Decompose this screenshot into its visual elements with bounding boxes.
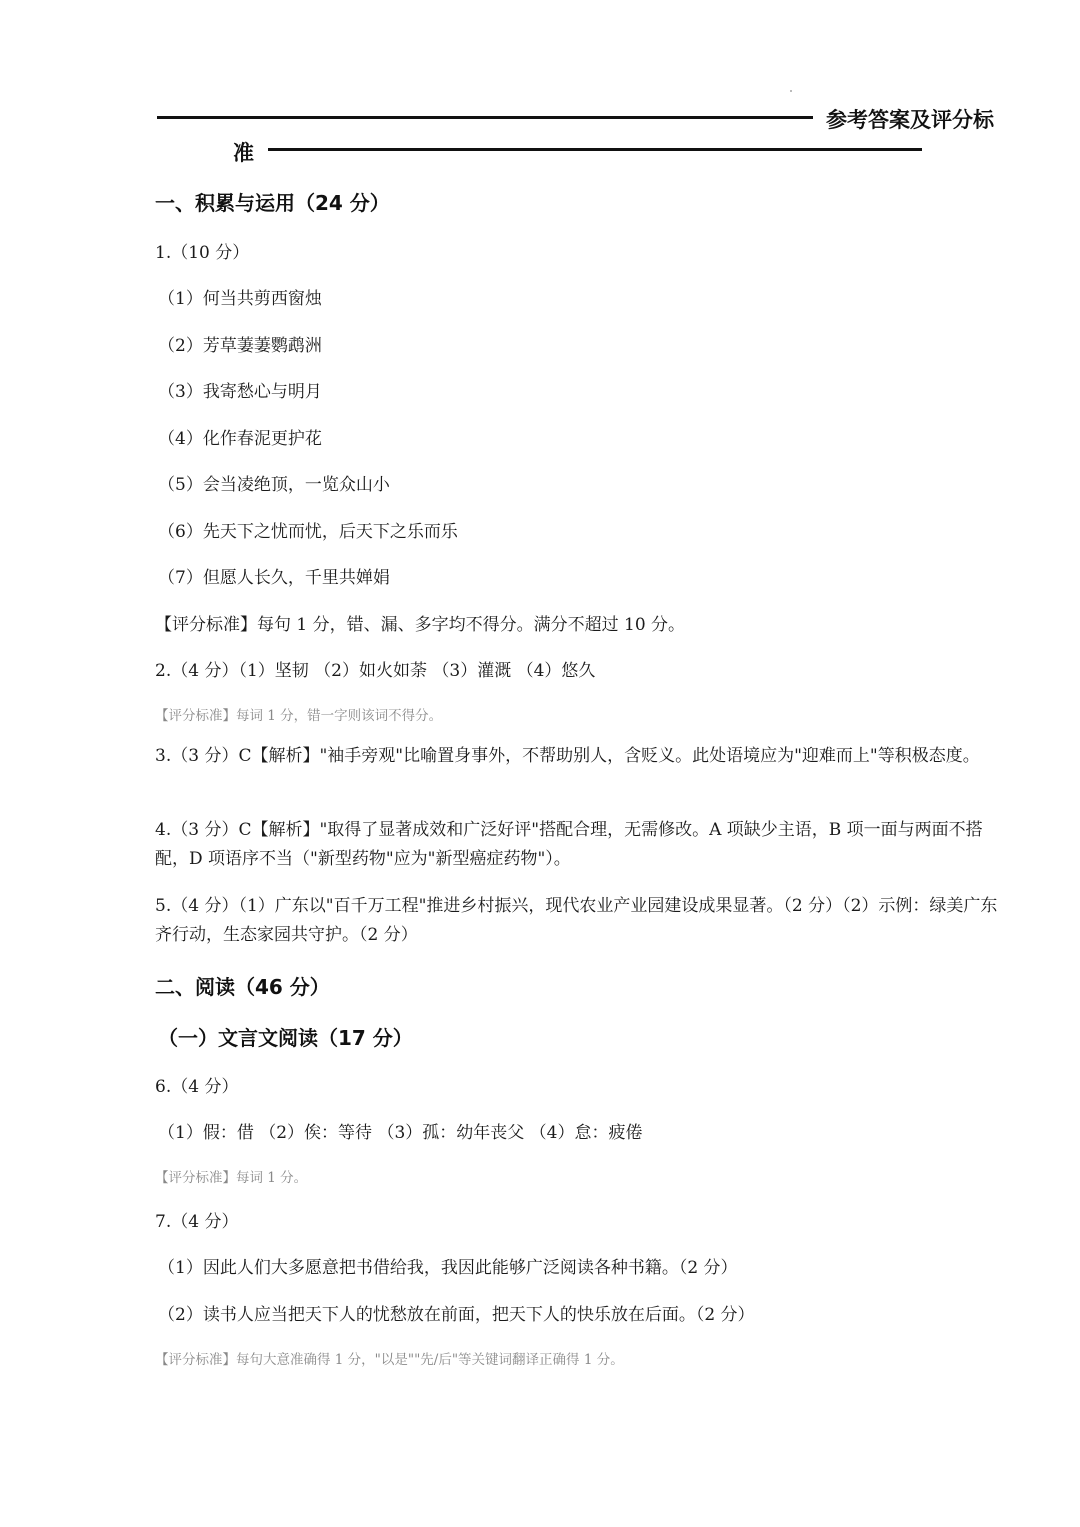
question-6-label: 6.（4 分） [155, 1077, 239, 1097]
answer-item: （2）芳草萋萋鹦鹉洲 [158, 336, 322, 356]
question-6-answer: （1）假：借 （2）俟：等待 （3）孤：幼年丧父 （4）怠：疲倦 [158, 1123, 643, 1143]
question-5-answer: 5.（4 分）（1）广东以"百千万工程"推进乡村振兴，现代农业产业园建设成果显著。（2 分）（2）示例：绿美广东齐行动，生态家园共守护。（2 分） [155, 896, 998, 945]
question-4-answer: 4.（3 分）C【解析】"取得了显著成效和广泛好评"搭配合理，无需修改。A 项缺少主语，B 项一面与两面不搭配，D 项语序不当（"新型药物"应为"新型癌症药物"）。 [155, 820, 983, 869]
question-7-label: 7.（4 分） [155, 1212, 239, 1232]
header-title-part2: 准 [233, 141, 254, 165]
answer-item: （7）但愿人长久，千里共婵娟 [158, 568, 390, 588]
answer-item: （3）我寄愁心与明月 [158, 382, 322, 402]
question-3-answer: 3.（3 分）C【解析】"袖手旁观"比喻置身事外，不帮助别人，含贬义。此处语境应为"迎难而上"等积极态度。 [155, 746, 980, 766]
section-heading-1: 一、积累与运用（24 分） [155, 191, 390, 215]
scoring-standard-6: 【评分标准】每词 1 分。 [155, 1170, 308, 1186]
answer-item: （1）何当共剪西窗烛 [158, 289, 322, 309]
question-1-label: 1.（10 分） [155, 243, 250, 263]
scoring-standard-2: 【评分标准】每词 1 分，错一字则该词不得分。 [155, 708, 443, 724]
speck [790, 90, 792, 92]
answer-item: （6）先天下之忧而忧，后天下之乐而乐 [158, 522, 458, 542]
header-rule-bottom [268, 148, 922, 151]
header-rule-top [157, 116, 813, 119]
answer-item: （5）会当凌绝顶，一览众山小 [158, 475, 390, 495]
header-title-part1: 参考答案及评分标 [826, 108, 994, 132]
subsection-heading-1: （一）文言文阅读（17 分） [158, 1026, 413, 1050]
answer-item: （4）化作春泥更护花 [158, 429, 322, 449]
scoring-standard-1: 【评分标准】每句 1 分，错、漏、多字均不得分。满分不超过 10 分。 [155, 615, 686, 635]
answer-item: （2）读书人应当把天下人的忧愁放在前面，把天下人的快乐放在后面。（2 分） [158, 1305, 755, 1325]
section-heading-2: 二、阅读（46 分） [155, 975, 330, 999]
answer-item: （1）因此人们大多愿意把书借给我，我因此能够广泛阅读各种书籍。（2 分） [158, 1258, 738, 1278]
question-2-answer: 2.（4 分）（1）坚韧 （2）如火如荼 （3）灌溉 （4）悠久 [155, 661, 596, 681]
scoring-standard-7: 【评分标准】每句大意准确得 1 分，"以是""先/后"等关键词翻译正确得 1 分。 [155, 1352, 624, 1368]
